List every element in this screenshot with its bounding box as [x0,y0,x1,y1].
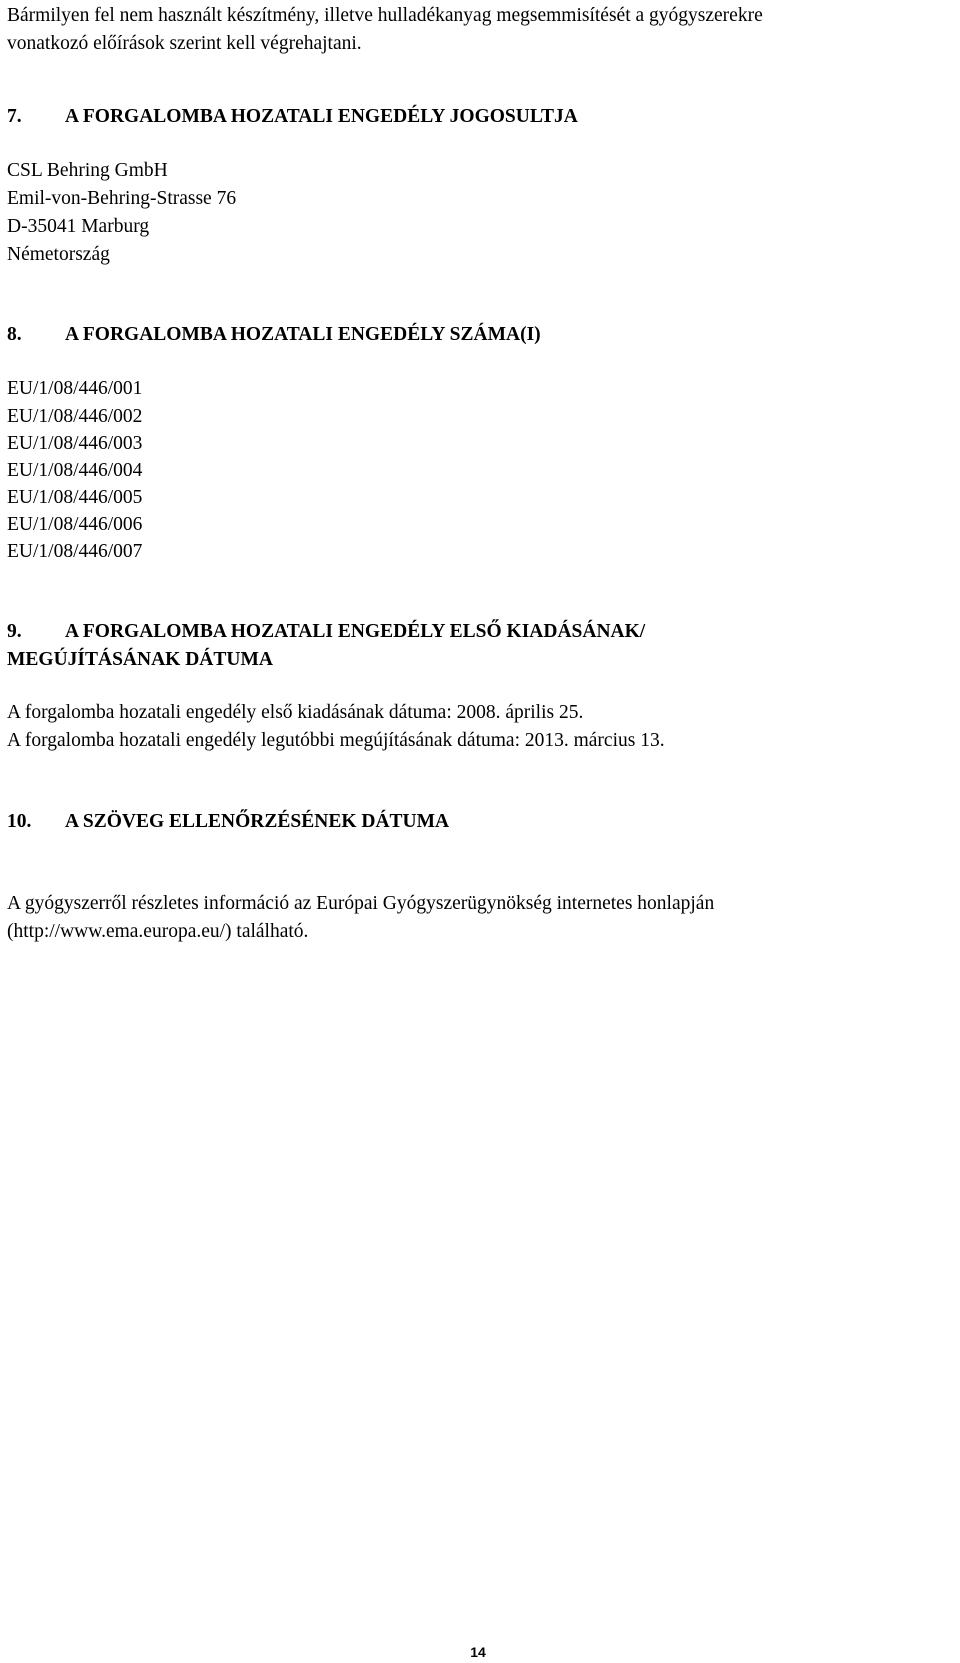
section-10-title: A SZÖVEG ELLENŐRZÉSÉNEK DÁTUMA [65,811,450,832]
section-8-title: A FORGALOMBA HOZATALI ENGEDÉLY SZÁMA(I) [65,324,541,345]
authorisation-number: EU/1/08/446/001 [7,378,143,399]
section-8-heading [7,321,541,349]
last-renewal-date: A forgalomba hozatali engedély legutóbbi megújításának dátuma: 2013. március 13. [7,730,665,751]
section-10-text-line-2: (http://www.ema.europa.eu/) található. [7,921,309,942]
section-7-title: A FORGALOMBA HOZATALI ENGEDÉLY JOGOSULTJA [65,106,578,127]
authorisation-number: EU/1/08/446/007 [7,541,143,562]
section-9-heading [7,618,645,646]
page-footer [0,1644,960,1660]
page-number: 14 [470,1644,486,1660]
section-9-title-line-2: MEGÚJÍTÁSÁNAK DÁTUMA [7,649,273,670]
authorisation-number: EU/1/08/446/006 [7,514,143,535]
holder-city: D-35041 Marburg [7,216,150,237]
intro-line-1: Bármilyen fel nem használt készítmény, illetve hulladékanyag megsemmisítését a gyógyszerekre [7,5,763,26]
section-7-heading [7,103,578,131]
intro-line-2: vonatkozó előírások szerint kell végrehajtani. [7,33,362,54]
section-10-number: 10. [7,811,32,832]
authorisation-number: EU/1/08/446/002 [7,406,143,427]
holder-name: CSL Behring GmbH [7,160,168,181]
section-9-title-line-1: A FORGALOMBA HOZATALI ENGEDÉLY ELSŐ KIADÁSÁNAK/ [65,621,646,642]
section-10-heading [7,808,449,836]
holder-country: Németország [7,244,110,265]
authorisation-number: EU/1/08/446/003 [7,433,143,454]
holder-street: Emil-von-Behring-Strasse 76 [7,188,237,209]
authorisation-number: EU/1/08/446/005 [7,487,143,508]
section-10-text-line-1: A gyógyszerről részletes információ az Európai Gyógyszerügynökség internetes honlapján [7,893,715,914]
first-issue-date: A forgalomba hozatali engedély első kiadásának dátuma: 2008. április 25. [7,702,584,723]
section-7-number: 7. [7,106,22,127]
section-8-number: 8. [7,324,22,345]
authorisation-number: EU/1/08/446/004 [7,460,143,481]
section-9-number: 9. [7,621,22,642]
